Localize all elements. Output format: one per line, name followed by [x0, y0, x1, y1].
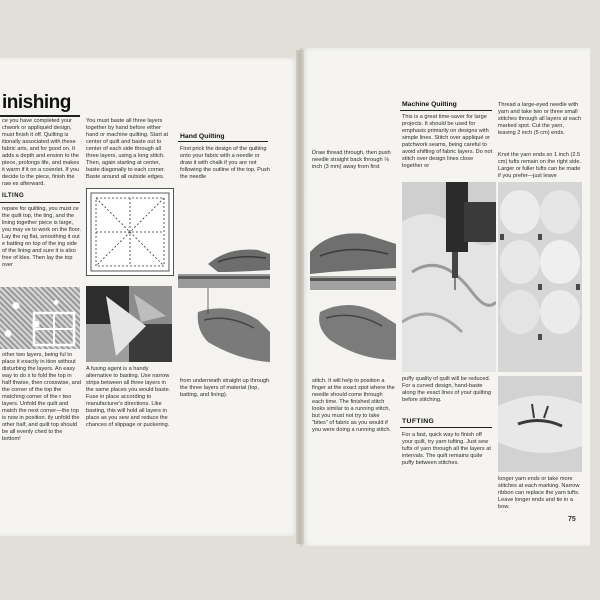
tufting-subhead: TUFTING — [402, 418, 435, 425]
quilting-subhead: ILTING — [2, 193, 25, 199]
intro-paragraph: ce you have completed your chwork or appliquéd design, must finish it off. Quilting is itionally associated with these fabric arts, and for good on. It adds a depth and ension to the piece, prolongs life, and makes it warm if it on a coverlet. If you decide to the piece, finish the raw es afterward. — [2, 118, 80, 187]
tufting-paragraph: For a fast, quick way to finish off your quilt, try yarn tufting. Just sew tufts of yarn through all the layers at intervals. The quilt remains quite puffy between stitches. — [402, 432, 491, 466]
fusing-paragraph: A fusing agent is a handy alternative to basting. Use narrow strips between all three layers in the same places you would baste. Fuse in place according to manufacturer's directions. Like basting, this will hold all layers in place as you sew and reduce the chances of slippage or puckering. — [86, 366, 171, 428]
tufting-rule — [400, 427, 492, 428]
basting-paragraph: You must baste all three layers together by hand before either hand or machine quilting. Start at center of quilt and baste out to center of each side through all three layers, using a long stitch. Then, again starting at center, baste diagonally to each corner. Baste around all outside edges. — [86, 118, 169, 180]
yarn-tuft-closeup-photo — [498, 376, 582, 472]
machine-quilting-paragraph: This is a great time-saver for large projects. It should be used for emphasis primarily on designs with simple lines. Stitch over appliqué or patchwork seams, being careful to avoid shifting of fabric layers. Do not stitch over design lines close together or — [402, 114, 493, 169]
quilt-layers-photo — [0, 287, 80, 349]
tufting-photo — [498, 182, 582, 372]
basting-diagram — [86, 188, 174, 276]
fusing-photo — [86, 286, 172, 362]
stitch-paragraph-top: Draw thread through, then push needle straight back through ⅛ inch (3 mm) away from first — [312, 150, 391, 170]
title-rule — [0, 115, 80, 117]
hand-quilting-rule — [178, 141, 268, 142]
page-number: 75 — [568, 516, 576, 523]
layering-paragraph: other two layers, being ful to place it exactly in ition without disturbing the layers. An easy way to do s to fold the top in half thwise, then crosswise, and the corner of the top the matching corner of the r two layers. Unfold the quilt and match the next corner—the top is now in position. tly unfold the other half, and quilt top should be all evenly ched to the bottom! — [2, 352, 81, 442]
section-title: inishing — [2, 92, 71, 113]
hand-quilting-subhead: Hand Quilting — [180, 133, 225, 140]
ribbon-paragraph: longer yarn ends or take more stitches at each marking. Narrow ribbon can replace the yarn tufts. Leave longer ends and tie in a bow. — [498, 476, 580, 510]
hand-quilting-continued: from underneath straight up through the three layers of material (top, batting, and lining). — [180, 378, 270, 398]
book-gutter — [296, 50, 304, 544]
stitch-photo — [310, 192, 396, 374]
machine-quilting-continued: puffy quality of quilt will be reduced. For a curved design, hand-baste along the exact lines of your quilting before stitching. — [402, 376, 491, 403]
machine-quilting-rule — [400, 110, 492, 111]
hand-quilting-photo — [178, 192, 270, 374]
subhead-rule — [0, 202, 80, 203]
knot-paragraph: Knot the yarn ends so 1 inch (2.5 cm) tufts remain on the right side. Larger or fuller tufts can be made if you prefer—just leave — [498, 152, 582, 179]
quilting-paragraph: repare for quilting, you must ce the quilt top, the ting, and the lining together piece is large, you may ve to work on the floor. Lay the ng flat, smoothing it out e batting on top of the ing side of the lining and sure it is also free of kles. Then lay the top over — [2, 206, 81, 268]
machine-quilting-subhead: Machine Quilting — [402, 101, 457, 108]
stitch-paragraph-bottom: stitch. It will help to position a finger at the exact spot where the needle should come through each time. The finished stitch looks similar to a running stitch, but you must not try to take "bites" of fabric as you would if you were doing a running stitch. — [312, 378, 395, 433]
yarn-needle-paragraph: Thread a large-eyed needle with yarn and take two or three small stitches through all layers at each marked spot. Cut the yarn, leaving 2 inch (5 cm) ends. — [498, 102, 582, 136]
machine-quilting-photo — [402, 182, 496, 372]
hand-quilting-paragraph: First prick the design of the quilting onto your fabric with a needle or draw it with chalk if you are not following the outline of the top. Push the needle — [180, 146, 270, 180]
